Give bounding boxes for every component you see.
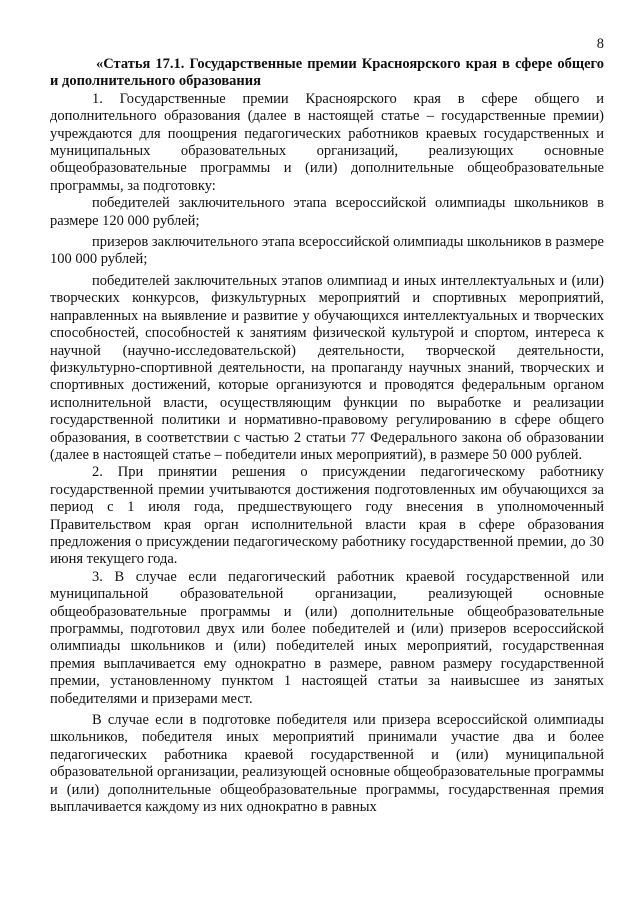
article-title: «Статья 17.1. Государственные премии Красноярского края в сфере общего и дополнительного образования	[50, 56, 604, 90]
paragraph-prize-winners: победителей заключительного этапа всероссийской олимпиады школьников в размере 120 000 рублей;	[50, 195, 604, 229]
paragraph-other-events: победителей заключительных этапов олимпиад и иных интеллектуальных и (или) творческих конкурсов, физкультурных мероприятий и спортивных мероприятий, направленных на выявление и развитие у обучающихся интеллектуальных и творческих способностей, способностей к занятиям физической культурой и спортом, интереса к научной (научно-исследовательской) деятельности, творческой деятельности, физкультурно-спортивной деятельности, на пропаганду научных знаний, творческих и спортивных достижений, которые организуются и проводятся федеральным органом исполнительной власти, осуществляющим функции по выработке и реализации государственной политики и нормативно-правовому регулированию в сфере общего образования, в соответствии с частью 2 статьи 77 Федерального закона об образовании (далее в настоящей статье – победители иных мероприятий), в размере 50 000 рублей.	[50, 272, 604, 463]
paragraph-prize-runners-up: призеров заключительного этапа всероссийской олимпиады школьников в размере 100 000 рублей;	[50, 234, 604, 268]
page-number: 8	[596, 36, 604, 52]
paragraph-4: В случае если в подготовке победителя или призера всероссийской олимпиады школьников, победителя иных мероприятий принимали участие два и более педагогических работника краевой государственной и (или) муниципальной образовательной организации, реализующей основные общеобразовательные программы и (или) дополнительные общеобразовательные программы, государственная премия выплачивается каждому из них однократно в равных	[50, 712, 604, 816]
paragraph-3: 3. В случае если педагогический работник краевой государственной или муниципальной образовательной организации, реализующей основные общеобразовательные программы и (или) дополнительные общеобразовательные программы, подготовил двух или более победителей и (или) призеров всероссийской олимпиады школьников и (или) победителей иных мероприятий, государственная премия выплачивается ему однократно в размере, равном размеру государственной премии, установленному пунктом 1 настоящей статьи за наивысшее из занятых победителями и призерами мест.	[50, 568, 604, 707]
paragraph-1: 1. Государственные премии Красноярского края в сфере общего и дополнительного образования (далее в настоящей статье – государственные премии) учреждаются для поощрения педагогических работников краевых государственных и муниципальных образовательных организаций, реализующих основные общеобразовательные программы и (или) дополнительные общеобразовательные программы, за подготовку:	[50, 90, 604, 194]
paragraph-2: 2. При принятии решения о присуждении педагогическому работнику государственной премии учитываются достижения подготовленных им обучающихся за период с 1 июля года, предшествующего году внесения в уполномоченный Правительством края орган исполнительной власти края в сфере образования предложения о присуждении педагогическому работнику государственной премии, до 30 июня текущего года.	[50, 464, 604, 568]
page-content	[50, 56, 604, 816]
